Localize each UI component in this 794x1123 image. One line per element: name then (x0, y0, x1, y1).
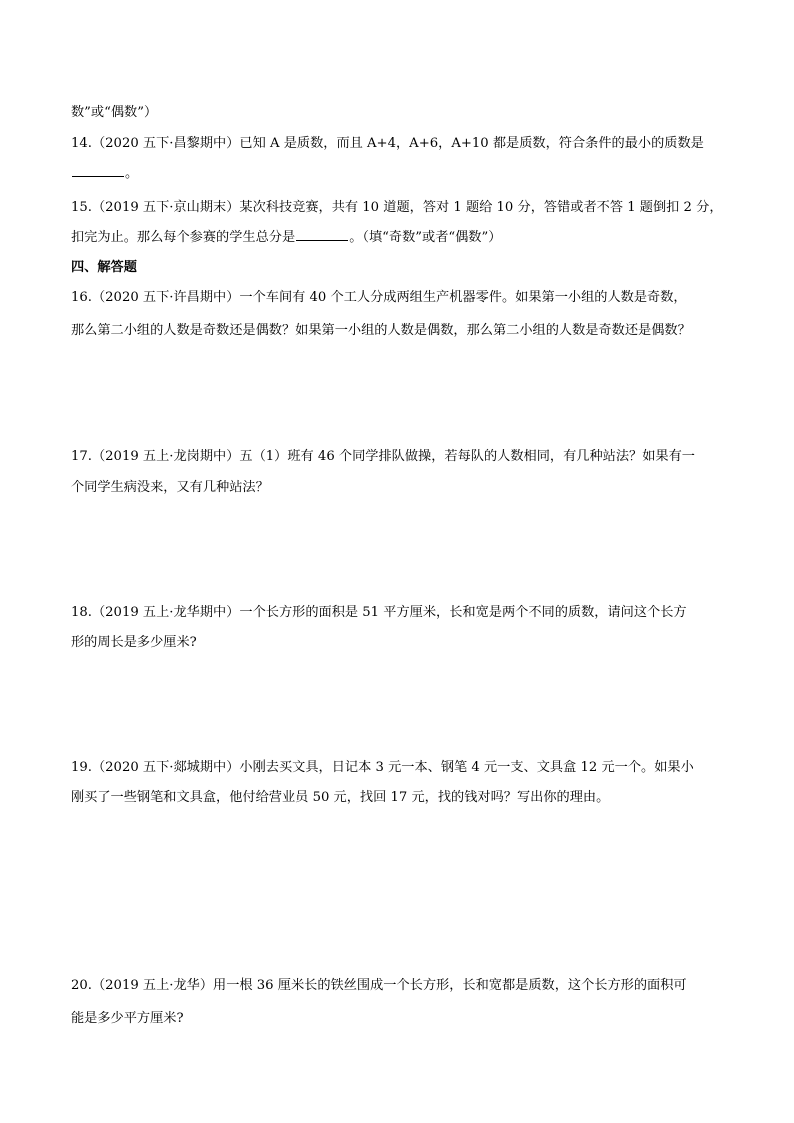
q15-line1: 15.（2019 五下·京山期末）某次科技竞赛，共有 10 道题，答对 1 题给 10 分，答错或者不答 1 题倒扣 2 分， (71, 200, 723, 215)
q14-line1: 14.（2020 五下·昌黎期中）已知 A 是质数，而且 A+4，A+6，A+10 都是质数，符合条件的最小的质数是 (71, 136, 704, 151)
section-title-answer-questions: 四、解答题 (71, 260, 137, 275)
q19-line2: 刚买了一些钢笔和文具盒，他付给营业员 50 元，找回 17 元，找的钱对吗？写出你的理由。 (71, 790, 610, 805)
q14-line2 (71, 165, 727, 183)
q15-line2 (71, 229, 727, 247)
q16-line1: 16.（2020 五下·许昌期中）一个车间有 40 个工人分成两组生产机器零件。如果第一小组的人数是奇数， (71, 290, 687, 305)
q15-line2-start: 扣完为止。那么每个参赛的学生总分是 (71, 230, 296, 245)
q14-answer-blank[interactable] (72, 175, 124, 177)
q18-line2: 形的周长是多少厘米? (71, 635, 197, 650)
q20-line1: 20.（2019 五上·龙华）用一根 36 厘米长的铁丝围成一个长方形，长和宽都是质数，这个长方形的面积可 (71, 978, 687, 993)
q20-line2: 能是多少平方厘米? (71, 1011, 184, 1026)
q15-line2-end: 。（填“奇数”或者“偶数”） (349, 230, 502, 245)
q18-line1: 18.（2019 五上·龙华期中）一个长方形的面积是 51 平方厘米，长和宽是两个不同的质数，请问这个长方 (71, 605, 687, 620)
q13-continuation: 数”或“偶数”） (71, 105, 158, 120)
q15-answer-blank[interactable] (296, 239, 348, 241)
q19-line1: 19.（2020 五下·郯城期中）小刚去买文具，日记本 3 元一本、钢笔 4 元一支、文具盒 12 元一个。如果小 (71, 760, 694, 775)
q17-line1: 17.（2019 五上·龙岗期中）五（1）班有 46 个同学排队做操，若每队的人数相同，有几种站法？如果有一 (71, 449, 695, 464)
q16-line2: 那么第二小组的人数是奇数还是偶数？如果第一小组的人数是偶数，那么第二小组的人数是奇数还是偶数？ (71, 323, 691, 338)
q17-line2: 个同学生病没来，又有几种站法？ (71, 480, 269, 495)
q14-line2-end: 。 (125, 166, 139, 181)
